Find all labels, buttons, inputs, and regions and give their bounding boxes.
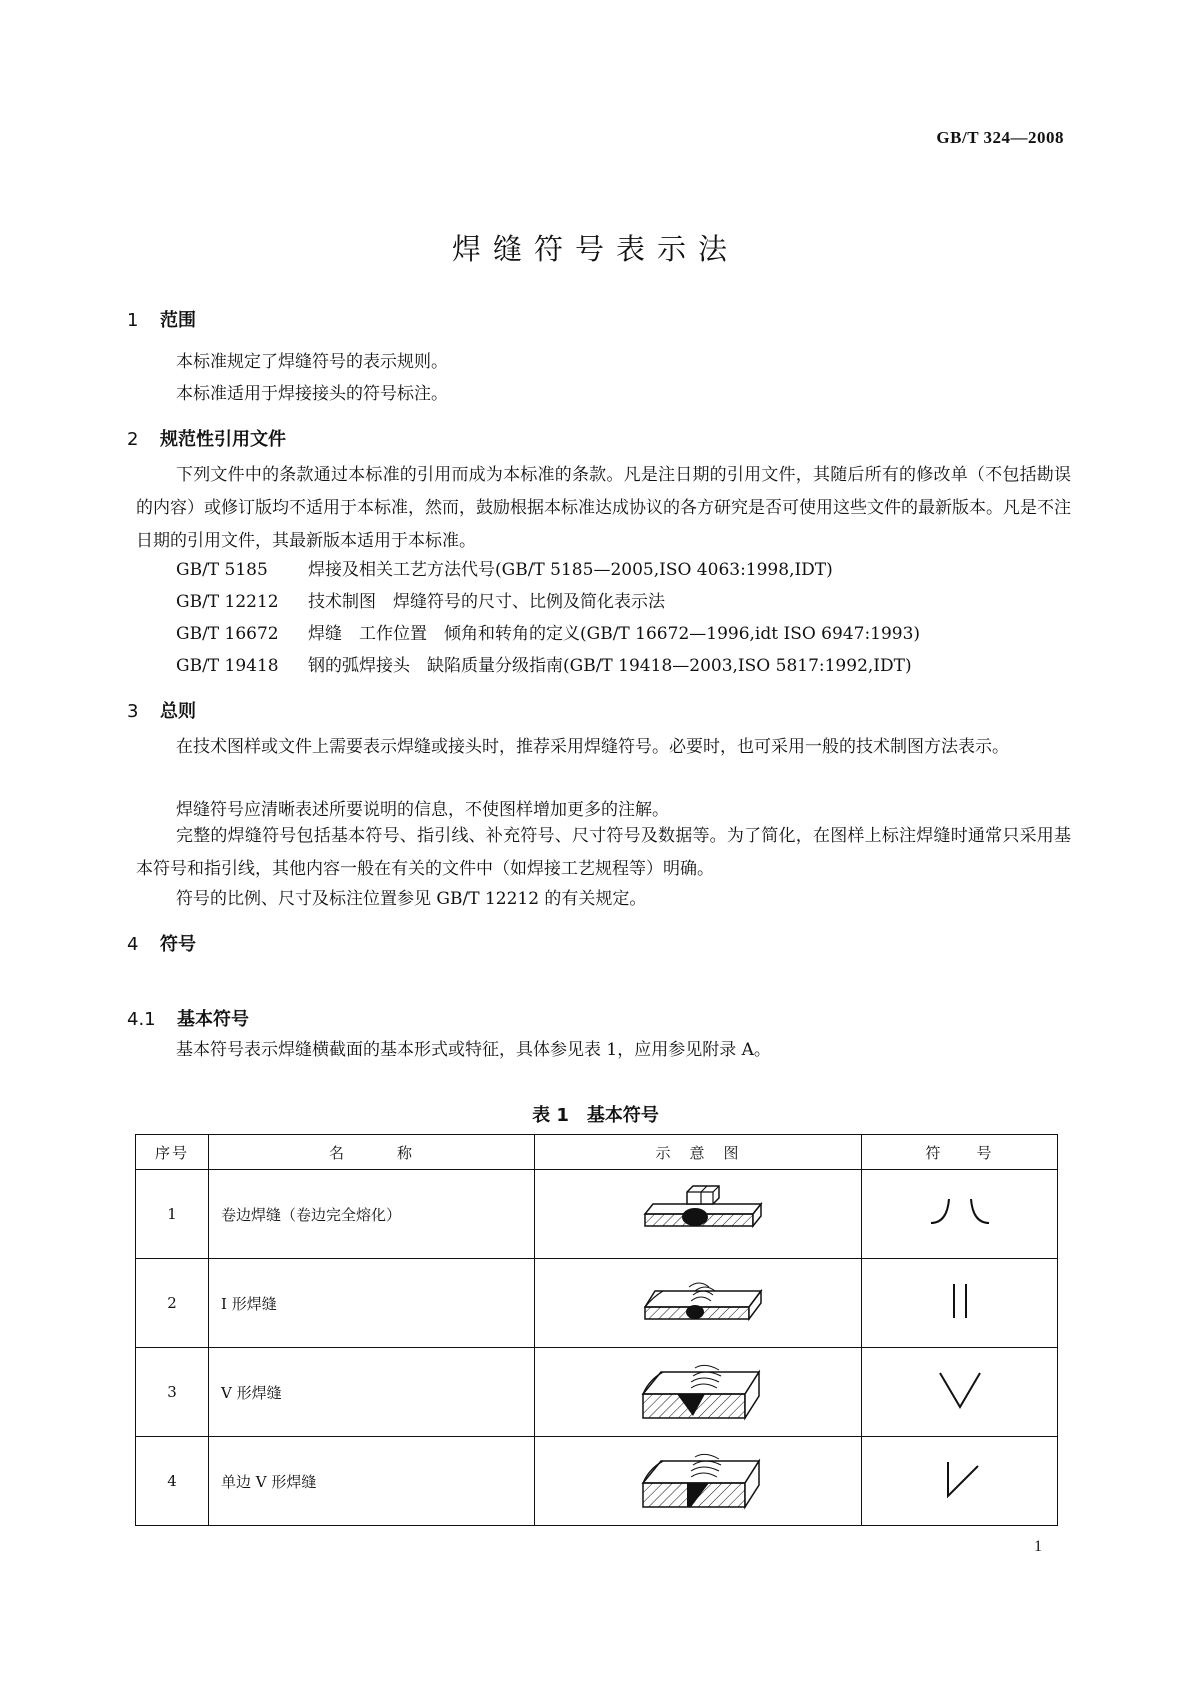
paragraph: 基本符号表示焊缝横截面的基本形式或特征，具体参见表 1，应用参见附录 A。 <box>176 1040 771 1060</box>
standard-number: GB/T 324—2008 <box>936 128 1064 147</box>
section-title: 规范性引用文件 <box>160 429 286 450</box>
v-weld-diagram <box>535 1348 862 1437</box>
table-row <box>136 1170 1058 1259</box>
reference-code: GB/T 12212 <box>176 592 279 612</box>
row-number: 3 <box>136 1348 209 1437</box>
reference-code: GB/T 19418 <box>176 656 279 676</box>
section-3-heading <box>127 697 196 723</box>
reference-item <box>176 651 912 676</box>
bevel-weld-diagram <box>535 1437 862 1526</box>
row-name: 卷边焊缝（卷边完全熔化） <box>209 1170 535 1259</box>
row-name: V 形焊缝 <box>209 1348 535 1437</box>
section-number: 2 <box>127 429 139 450</box>
section-number: 3 <box>127 701 139 722</box>
subsection-title: 基本符号 <box>177 1009 249 1030</box>
paragraph: 完整的焊缝符号包括基本符号、指引线、补充符号、尺寸符号及数据等。为了简化，在图样上标注焊缝时通常只采用基本符号和指引线，其他内容一般在有关的文件中（如焊接工艺规程等）明确。 <box>136 826 1071 879</box>
row-name: I 形焊缝 <box>209 1259 535 1348</box>
paragraph: 下列文件中的条款通过本标准的引用而成为本标准的条款。凡是注日期的引用文件，其随后所有的修改单（不包括勘误的内容）或修订版均不适用于本标准，然而，鼓励根据本标准达成协议的各方研究是否可使用这些文件的最新版本。凡是不注日期的引用文件，其最新版本适用于本标准。 <box>136 465 1071 551</box>
square-weld-symbol-icon <box>862 1259 1058 1348</box>
paragraph: 焊缝符号应清晰表述所要说明的信息，不使图样增加更多的注解。 <box>176 800 669 820</box>
table-row <box>136 1348 1058 1437</box>
table-header-row <box>136 1135 1058 1170</box>
flanged-weld-symbol-icon <box>862 1170 1058 1259</box>
row-number: 2 <box>136 1259 209 1348</box>
reference-code: GB/T 16672 <box>176 624 279 644</box>
paragraph: 在技术图样或文件上需要表示焊缝或接头时，推荐采用焊缝符号。必要时，也可采用一般的技术制图方法表示。 <box>176 737 1009 757</box>
reference-title: 焊接及相关工艺方法代号(GB/T 5185—2005,ISO 4063:1998,IDT) <box>308 560 833 580</box>
bevel-weld-symbol-icon <box>862 1437 1058 1526</box>
header-no: 序号 <box>136 1135 209 1170</box>
header-symbol: 符 号 <box>862 1135 1058 1170</box>
subsection-4-1-heading <box>127 1005 249 1031</box>
reference-item <box>176 555 833 580</box>
section-title: 总则 <box>160 701 196 722</box>
row-number: 1 <box>136 1170 209 1259</box>
section-1-heading <box>127 306 196 332</box>
table-row <box>136 1259 1058 1348</box>
reference-title: 焊缝 工作位置 倾角和转角的定义(GB/T 16672—1996,idt ISO 6947:1993) <box>308 624 921 644</box>
reference-item <box>176 619 920 644</box>
paragraph: 本标准适用于焊接接头的符号标注。 <box>176 384 448 404</box>
flanged-weld-diagram <box>535 1170 862 1259</box>
section-title: 范围 <box>160 310 196 331</box>
paragraph: 符号的比例、尺寸及标注位置参见 GB/T 12212 的有关规定。 <box>176 889 647 909</box>
row-name: 单边 V 形焊缝 <box>209 1437 535 1526</box>
reference-code: GB/T 5185 <box>176 560 268 580</box>
paragraph: 本标准规定了焊缝符号的表示规则。 <box>176 352 448 372</box>
section-2-heading <box>127 425 286 451</box>
document-title: 焊缝符号表示法 <box>451 232 739 266</box>
section-number: 1 <box>127 310 139 331</box>
table-row <box>136 1437 1058 1526</box>
table-caption: 表 1 基本符号 <box>532 1105 659 1126</box>
reference-title: 技术制图 焊缝符号的尺寸、比例及简化表示法 <box>308 592 665 612</box>
page-number: 1 <box>1034 1538 1042 1555</box>
header-figure: 示 意 图 <box>535 1135 862 1170</box>
section-number: 4 <box>127 934 139 955</box>
reference-title: 钢的弧焊接头 缺陷质量分级指南(GB/T 19418—2003,ISO 5817:1992,IDT) <box>308 656 912 676</box>
reference-item <box>176 587 665 612</box>
subsection-number: 4.1 <box>127 1009 156 1030</box>
section-title: 符号 <box>160 934 196 955</box>
row-number: 4 <box>136 1437 209 1526</box>
square-weld-diagram <box>535 1259 862 1348</box>
header-name: 名 称 <box>209 1135 535 1170</box>
basic-symbols-table <box>135 1134 1058 1526</box>
v-weld-symbol-icon <box>862 1348 1058 1437</box>
section-4-heading <box>127 930 196 956</box>
